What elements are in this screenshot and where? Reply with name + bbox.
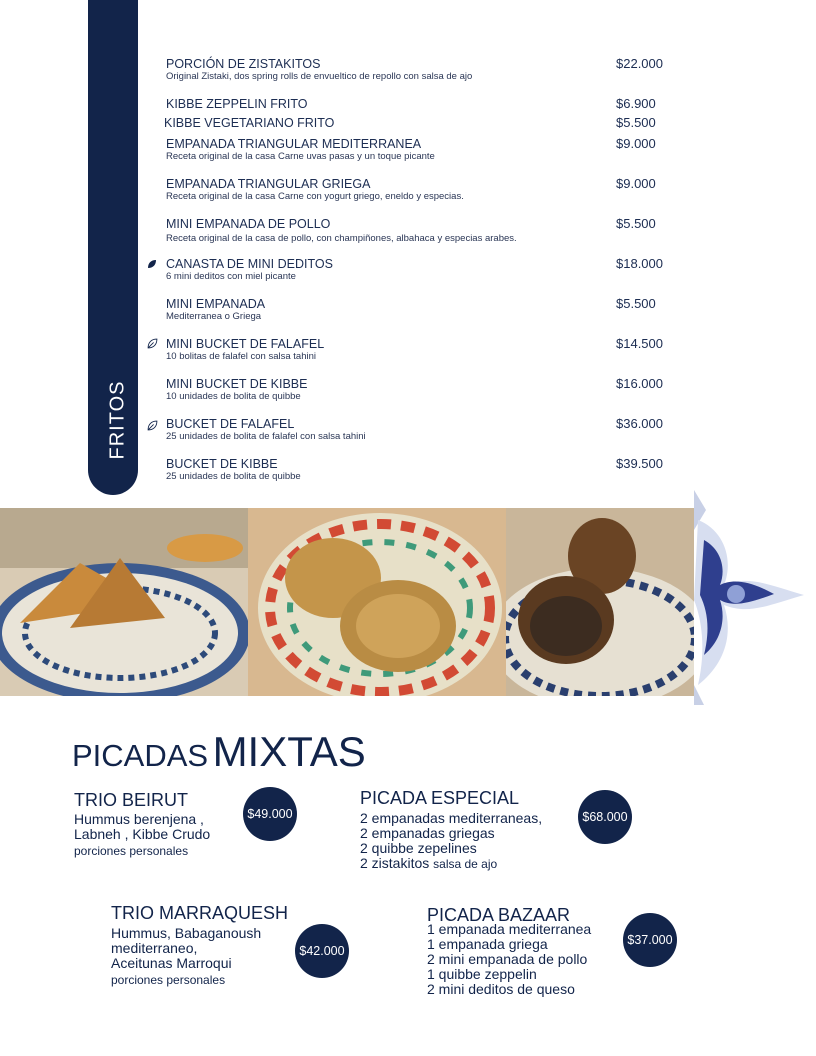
- photo-kibbe: [506, 508, 694, 696]
- item-price: $5.500: [616, 115, 656, 130]
- menu-item: [166, 417, 606, 443]
- combo-line: 1 quibbe zeppelin: [427, 966, 537, 982]
- combo-title-trio-marraquesh: TRIO MARRAQUESH: [111, 903, 289, 923]
- leaf-filled-icon: [147, 259, 157, 269]
- decorative-tile-ornament: [694, 490, 804, 705]
- menu-item: [166, 177, 606, 203]
- item-price: $36.000: [616, 416, 663, 431]
- combo-line: 2 empanadas mediterraneas,: [360, 810, 543, 826]
- item-name: KIBBE VEGETARIANO FRITO: [164, 116, 335, 130]
- item-name: PORCIÓN DE ZISTAKITOS: [166, 57, 321, 71]
- combo-trio-beirut: [74, 812, 210, 858]
- combo-picada-especial: [360, 811, 542, 872]
- title-big: MIXTAS: [212, 728, 366, 775]
- combo-picada-bazaar: [427, 922, 591, 997]
- item-price: $6.900: [616, 96, 656, 111]
- menu-item: [166, 377, 606, 403]
- item-price: $9.000: [616, 136, 656, 151]
- menu-item: [166, 297, 606, 323]
- combo-title-picada-especial: PICADA ESPECIAL: [360, 788, 520, 808]
- item-price: $5.500: [616, 296, 656, 311]
- price-badge: $49.000: [243, 787, 297, 841]
- menu-item: [166, 137, 606, 163]
- combo-line-text: 2 zistakitos: [360, 855, 430, 871]
- photo-empanadas-griegas: [248, 508, 506, 696]
- combo-note: porciones personales: [111, 973, 226, 987]
- leaf-outline-icon: [147, 420, 158, 431]
- item-price: $5.500: [616, 216, 656, 231]
- menu-item: [164, 116, 604, 130]
- item-desc: 25 unidades de bolita de quibbe: [166, 471, 301, 482]
- item-desc: 25 unidades de bolita de falafel con salsa tahini: [166, 431, 366, 442]
- photo-empanadas-triangular: [0, 508, 248, 696]
- item-name: EMPANADA TRIANGULAR MEDITERRANEA: [166, 137, 422, 151]
- combo-line: Aceitunas Marroqui: [111, 955, 232, 971]
- item-desc: Receta original de la casa Carne con yogurt griego, eneldo y especias.: [166, 191, 464, 202]
- item-name: BUCKET DE KIBBE: [166, 457, 278, 471]
- item-desc: Mediterranea o Griega: [166, 311, 262, 322]
- menu-item: [166, 257, 606, 283]
- menu-item: [166, 97, 606, 111]
- item-desc: 10 unidades de bolita de quibbe: [166, 391, 301, 402]
- item-name: MINI EMPANADA: [166, 297, 266, 311]
- item-name: BUCKET DE FALAFEL: [166, 417, 295, 431]
- combo-line: Hummus berenjena ,: [74, 811, 204, 827]
- item-name: MINI EMPANADA DE POLLO: [166, 217, 331, 231]
- item-name: MINI BUCKET DE KIBBE: [166, 377, 308, 391]
- item-name: KIBBE ZEPPELIN FRITO: [166, 97, 308, 111]
- item-desc: 10 bolitas de falafel con salsa tahini: [166, 351, 316, 362]
- leaf-outline-icon: [147, 338, 158, 349]
- item-desc: 6 mini deditos con miel picante: [166, 271, 296, 282]
- combo-line: 2 mini deditos de queso: [427, 981, 575, 997]
- item-price: $22.000: [616, 56, 663, 71]
- combo-title-picada-bazaar: PICADA BAZAAR: [427, 905, 571, 925]
- price-badge: $68.000: [578, 790, 632, 844]
- menu-item: [166, 457, 606, 483]
- combo-line: Hummus, Babaganoush: [111, 925, 262, 941]
- combo-line: [360, 856, 542, 872]
- item-name: EMPANADA TRIANGULAR GRIEGA: [166, 177, 371, 191]
- menu-item: [166, 57, 606, 83]
- combo-note: salsa de ajo: [433, 857, 498, 871]
- combo-line: 2 empanadas griegas: [360, 825, 495, 841]
- menu-item: [166, 337, 606, 363]
- item-name: CANASTA DE MINI DEDITOS: [166, 257, 333, 271]
- item-desc: Original Zistaki, dos spring rolls de envueltico de repollo con salsa de ajo: [166, 71, 473, 82]
- combo-line: mediterraneo,: [111, 940, 198, 956]
- price-badge: $37.000: [623, 913, 677, 967]
- combo-line: 1 empanada mediterranea: [427, 921, 592, 937]
- item-price: $39.500: [616, 456, 663, 471]
- item-name: MINI BUCKET DE FALAFEL: [166, 337, 325, 351]
- combo-line: 2 mini empanada de pollo: [427, 951, 588, 967]
- menu-item: [166, 217, 606, 245]
- item-desc: Receta original de la casa de pollo, con champiñones, albahaca y especias arabes.: [166, 233, 517, 244]
- item-price: $9.000: [616, 176, 656, 191]
- picadas-mixtas-title: [72, 728, 366, 776]
- combo-line: Labneh , Kibbe Crudo: [74, 826, 211, 842]
- combo-title-trio-beirut: TRIO BEIRUT: [74, 790, 189, 810]
- combo-line: 1 empanada griega: [427, 936, 548, 952]
- item-price: $18.000: [616, 256, 663, 271]
- item-price: $14.500: [616, 336, 663, 351]
- combo-trio-marraquesh: [111, 926, 261, 987]
- title-small: PICADAS: [72, 738, 209, 773]
- price-badge: $42.000: [295, 924, 349, 978]
- combo-line: 2 quibbe zepelines: [360, 840, 477, 856]
- combo-note: porciones personales: [74, 844, 189, 858]
- item-desc: Receta original de la casa Carne uvas pasas y un toque picante: [166, 151, 435, 162]
- item-price: $16.000: [616, 376, 663, 391]
- section-label-fritos: FRITOS: [106, 380, 129, 460]
